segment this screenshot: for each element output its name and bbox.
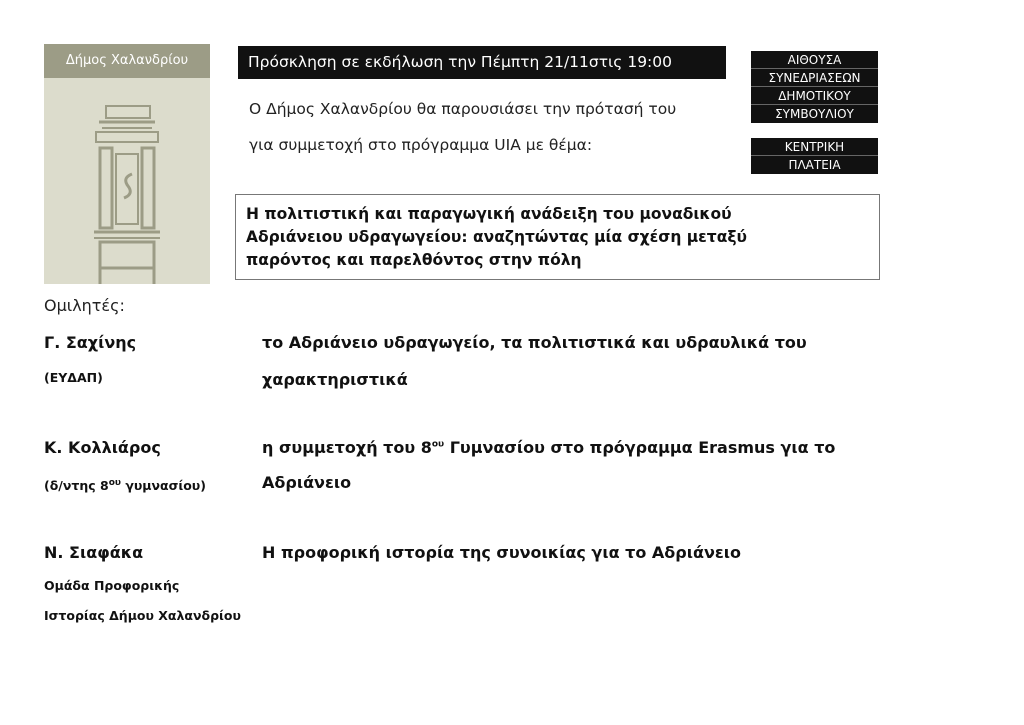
speaker-affiliation: Ιστορίας Δήμου Χαλανδρίου [44,608,241,623]
talk-title: Αδριάνειο [262,473,352,492]
location-line: ΠΛΑΤΕΙΑ [788,158,841,172]
speaker-affiliation: Ομάδα Προφορικής [44,578,180,593]
location-line: ΣΥΝΕΔΡΙΑΣΕΩΝ [751,69,878,87]
speaker-name: Ν. Σιαφάκα [44,543,144,562]
speaker-name: Κ. Κολλιάρος [44,438,161,457]
logo-title: Δήμος Χαλανδρίου [44,44,210,78]
speaker-name: Γ. Σαχίνης [44,333,137,352]
invitation-banner: Πρόσκληση σε εκδήλωση την Πέμπτη 21/11στις 19:00 [238,46,726,79]
municipality-logo [44,44,210,284]
location-line: ΔΗΜΟΤΙΚΟΥ [751,87,878,105]
topic-line: παρόντος και παρελθόντος στην πόλη [246,251,582,269]
intro-line: Ο Δήμος Χαλανδρίου θα παρουσιάσει την πρότασή του [249,100,677,118]
location-square-label [751,138,878,174]
monument-icon [44,78,210,284]
speakers-heading: Ομιλητές: [44,296,125,315]
topic-line: Η πολιτιστική και παραγωγική ανάδειξη του μοναδικού [246,205,732,223]
intro-line: για συμμετοχή στο πρόγραμμα UIA με θέμα: [249,136,593,154]
talk-title: Η προφορική ιστορία της συνοικίας για το Αδριάνειο [262,543,741,562]
location-hall-label [751,51,878,123]
talk-title: χαρακτηριστικά [262,370,408,389]
location-line: ΣΥΜΒΟΥΛΙΟΥ [775,107,854,121]
speaker-affiliation: (ΕΥΔΑΠ) [44,370,103,385]
topic-box [235,194,880,280]
talk-title: η συμμετοχή του $8^{o\upsilon}$ Γυμνασίου στο πρόγραμμα Erasmus για το [262,438,836,457]
speaker-affiliation: (δ/ντης $8^{o\upsilon}$ γυμνασίου) [44,477,206,493]
topic-line: Αδριάνειου υδραγωγείου: αναζητώντας μία σχέση μεταξύ [246,228,747,246]
location-line: ΑΙΘΟΥΣΑ [751,51,878,69]
talk-title: το Αδριάνειο υδραγωγείο, τα πολιτιστικά και υδραυλικά του [262,333,807,352]
location-line: ΚΕΝΤΡΙΚΗ [751,138,878,156]
